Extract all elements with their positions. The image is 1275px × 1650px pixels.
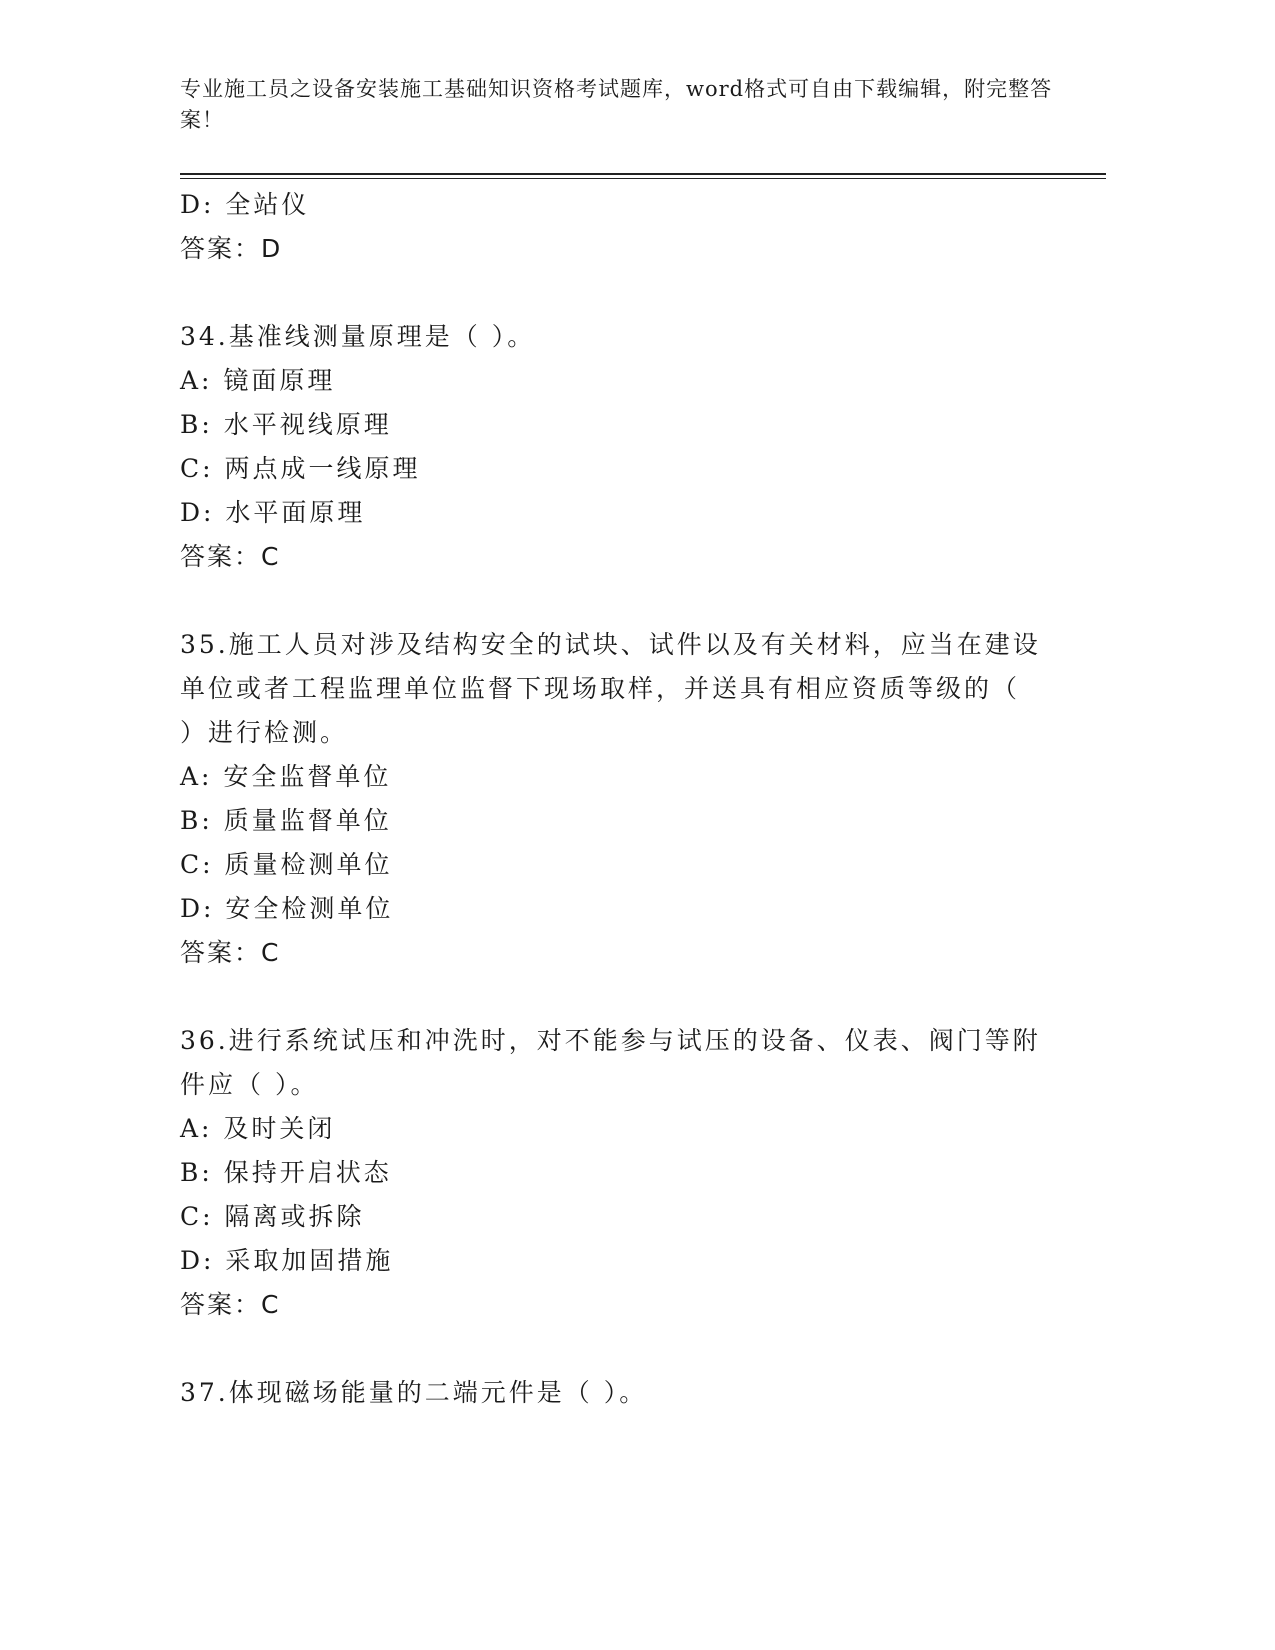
header-title: 专业施工员之设备安装施工基础知识资格考试题库，word格式可自由下载编辑，附完整答案！ bbox=[180, 77, 1053, 132]
option-c: C: 隔离或拆除 bbox=[180, 1202, 365, 1231]
option-c: C: 两点成一线原理 bbox=[180, 454, 421, 483]
option-d: D: 全站仪 bbox=[180, 190, 310, 219]
question-stem-line: 单位或者工程监理单位监督下现场取样，并送具有相应资质等级的（ bbox=[180, 674, 1021, 703]
document-body bbox=[180, 183, 1040, 1415]
header-divider bbox=[180, 173, 1106, 175]
option-b: B: 质量监督单位 bbox=[180, 806, 392, 835]
answer: 答案：C bbox=[180, 1290, 281, 1319]
option-a: A: 安全监督单位 bbox=[180, 762, 392, 791]
question-35 bbox=[180, 623, 1040, 975]
option-d: D: 水平面原理 bbox=[180, 498, 366, 527]
question-34 bbox=[180, 315, 1040, 579]
question-stem-line: 35.施工人员对涉及结构安全的试块、试件以及有关材料，应当在建设 bbox=[180, 630, 1041, 659]
question-stem-line: 件应（ ）。 bbox=[180, 1070, 319, 1099]
spacer bbox=[180, 975, 1040, 1019]
spacer bbox=[180, 271, 1040, 315]
answer: 答案：D bbox=[180, 234, 283, 263]
option-a: A: 及时关闭 bbox=[180, 1114, 336, 1143]
header-divider-thin bbox=[180, 178, 1106, 179]
page-header bbox=[180, 74, 1060, 136]
answer: 答案：C bbox=[180, 542, 281, 571]
option-c: C: 质量检测单位 bbox=[180, 850, 393, 879]
option-b: B: 水平视线原理 bbox=[180, 410, 392, 439]
question-stem: 37.体现磁场能量的二端元件是（ ）。 bbox=[180, 1378, 648, 1407]
option-a: A: 镜面原理 bbox=[180, 366, 336, 395]
option-b: B: 保持开启状态 bbox=[180, 1158, 392, 1187]
answer: 答案：C bbox=[180, 938, 281, 967]
question-37 bbox=[180, 1371, 1040, 1415]
question-stem-line: ）进行检测。 bbox=[180, 718, 349, 747]
option-d: D: 安全检测单位 bbox=[180, 894, 394, 923]
question-stem: 34.基准线测量原理是（ ）。 bbox=[180, 322, 536, 351]
question-stem-line: 36.进行系统试压和冲洗时，对不能参与试压的设备、仪表、阀门等附 bbox=[180, 1026, 1041, 1055]
spacer bbox=[180, 1327, 1040, 1371]
question-36 bbox=[180, 1019, 1040, 1327]
spacer bbox=[180, 579, 1040, 623]
option-d: D: 采取加固措施 bbox=[180, 1246, 394, 1275]
